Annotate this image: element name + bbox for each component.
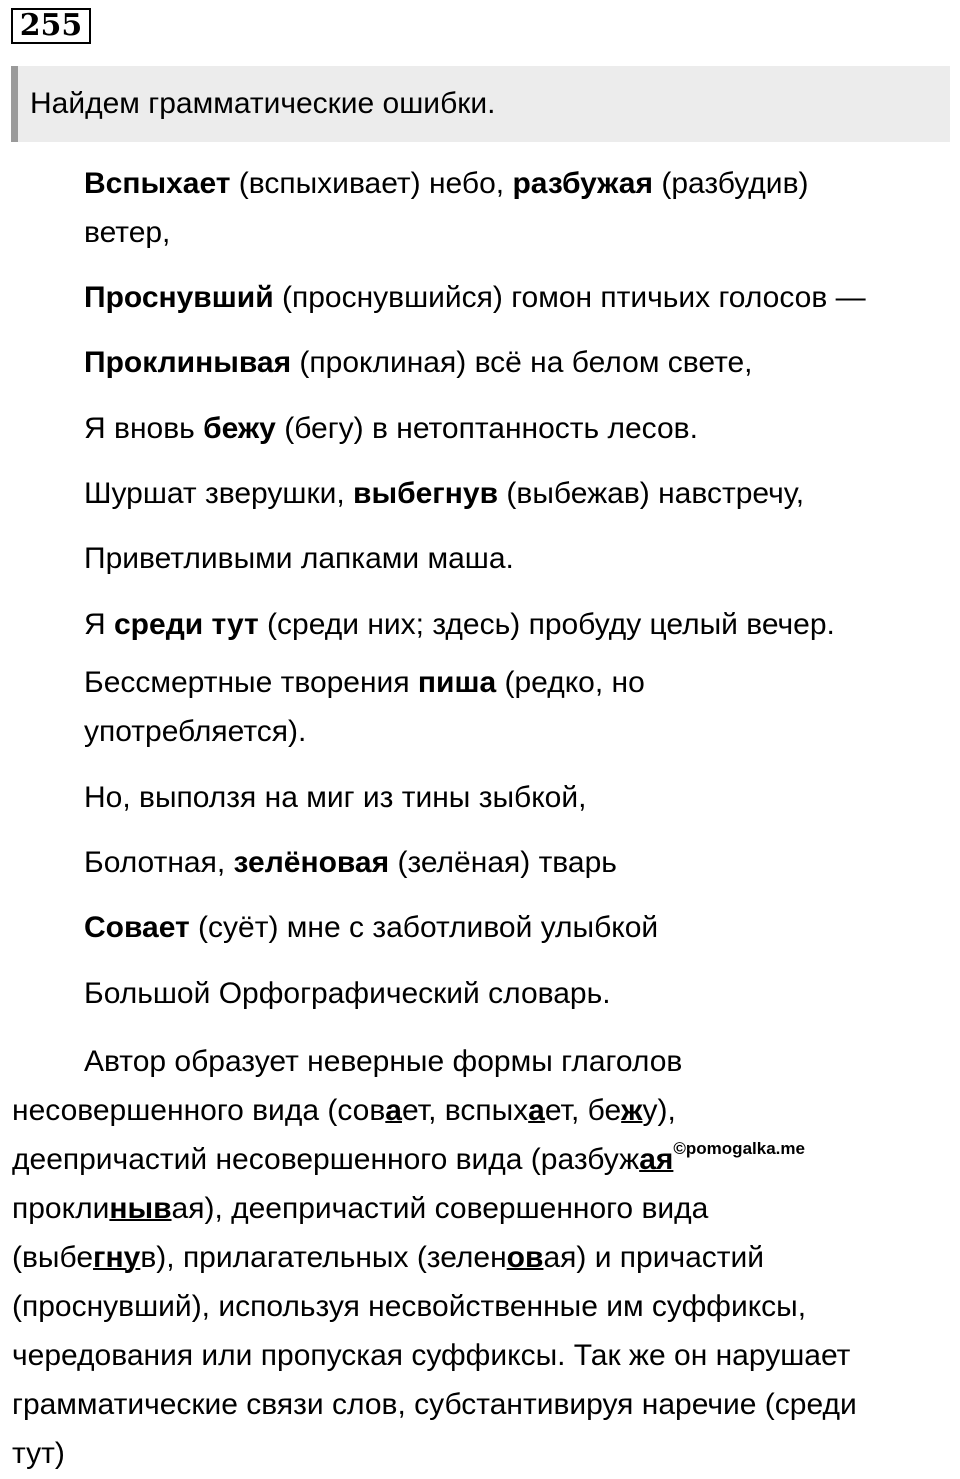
highlighted-suffix: ая — [639, 1143, 674, 1176]
line-text: (среди них; здесь) пробуду целый вечер. — [258, 608, 835, 641]
task-header — [11, 66, 950, 142]
poem-line — [84, 839, 954, 887]
para-text: ет, бе — [544, 1094, 622, 1127]
error-word: Проснувший — [84, 281, 274, 314]
line-text: (выбежав) навстречу, — [498, 477, 805, 510]
line-text: (зелёная) тварь — [389, 846, 617, 879]
para-text: (выбе — [12, 1241, 94, 1274]
error-word: выбегнув — [353, 477, 499, 510]
poem-line — [84, 274, 954, 322]
para-text: Автор образует неверные формы глаголов — [84, 1045, 683, 1078]
para-line — [12, 1380, 954, 1429]
line-text: (бегу) в нетоптанность лесов. — [275, 412, 698, 445]
line-text: Шуршат зверушки, — [84, 477, 354, 510]
error-word: бежу — [203, 412, 276, 445]
para-line — [12, 1037, 954, 1086]
poem-line — [84, 904, 954, 952]
highlighted-suffix: гну — [93, 1241, 141, 1274]
line-text: Приветливыми лапками маша. — [84, 542, 514, 575]
poem-line — [84, 659, 954, 707]
line-text: (проклиная) всё на белом свете, — [291, 346, 753, 379]
line-text: Бессмертные творения — [84, 666, 418, 699]
para-text: ая), деепричастий совершенного вида — [171, 1192, 709, 1225]
error-word: Совает — [84, 911, 190, 944]
para-text: ет, вспых — [401, 1094, 529, 1127]
poem-line — [84, 708, 954, 756]
para-text: (проснувший), используя несвойственные им суффиксы, — [12, 1290, 807, 1323]
line-text: Я — [84, 608, 114, 641]
watermark: ©pomogalka.me — [673, 1139, 805, 1158]
line-text: Болотная, — [84, 846, 234, 879]
para-line — [12, 1282, 954, 1331]
para-text: у), — [642, 1094, 676, 1127]
line-text: Большой Орфографический словарь. — [84, 977, 611, 1010]
para-line — [12, 1233, 954, 1282]
para-text: чередования или пропуская суффиксы. Так же он нарушает — [12, 1339, 851, 1372]
highlighted-suffix: ныв — [109, 1192, 172, 1225]
para-line — [12, 1086, 954, 1135]
line-text: употребляется). — [84, 715, 307, 748]
line-text: Но, выползя на миг из тины зыбкой, — [84, 781, 587, 814]
line-text: (вспыхивает) небо, — [230, 167, 513, 200]
para-text: деепричастий несовершенного вида (разбуж — [12, 1143, 640, 1176]
para-line — [12, 1135, 954, 1184]
para-text: грамматические связи слов, субстантивируя наречие (среди — [12, 1388, 857, 1421]
highlighted-suffix: ов — [506, 1241, 544, 1274]
highlighted-suffix: а — [385, 1094, 402, 1127]
para-text: ая) и причастий — [543, 1241, 765, 1274]
para-text: тут) — [12, 1437, 65, 1470]
error-word: Проклинывая — [84, 346, 292, 379]
poem-line — [84, 160, 954, 208]
para-line — [12, 1429, 954, 1478]
line-text: ветер, — [84, 216, 171, 249]
para-line — [12, 1184, 954, 1233]
highlighted-suffix: а — [528, 1094, 545, 1127]
poem-line — [84, 209, 954, 257]
explanation-paragraph — [12, 1037, 954, 1478]
error-word: разбужая — [512, 167, 653, 200]
line-text: (редко, но — [496, 666, 645, 699]
para-text: несовершенного вида (сов — [12, 1094, 386, 1127]
highlighted-suffix: ж — [621, 1094, 643, 1127]
line-text: (проснувшийся) гомон птичьих голосов — — [273, 281, 866, 314]
poem-line — [84, 339, 954, 387]
exercise-number: 255 — [11, 8, 91, 44]
poem-line — [84, 405, 954, 453]
line-text: Я вновь — [84, 412, 204, 445]
para-line — [12, 1331, 954, 1380]
poem-line — [84, 601, 954, 649]
poem-line — [84, 970, 954, 1018]
para-text: прокли — [12, 1192, 110, 1225]
error-word: среди тут — [114, 608, 259, 641]
poem-line — [84, 774, 954, 822]
line-text: (разбудив) — [653, 167, 809, 200]
poem-line — [84, 470, 954, 518]
error-word: зелёновая — [233, 846, 390, 879]
error-word: пиша — [417, 666, 497, 699]
poem-line — [84, 535, 954, 583]
error-word: Вспыхает — [84, 167, 231, 200]
line-text: (суёт) мне с заботливой улыбкой — [189, 911, 659, 944]
para-text: в), прилагательных (зелен — [140, 1241, 507, 1274]
task-header-text: Найдем грамматические ошибки. — [30, 87, 496, 120]
